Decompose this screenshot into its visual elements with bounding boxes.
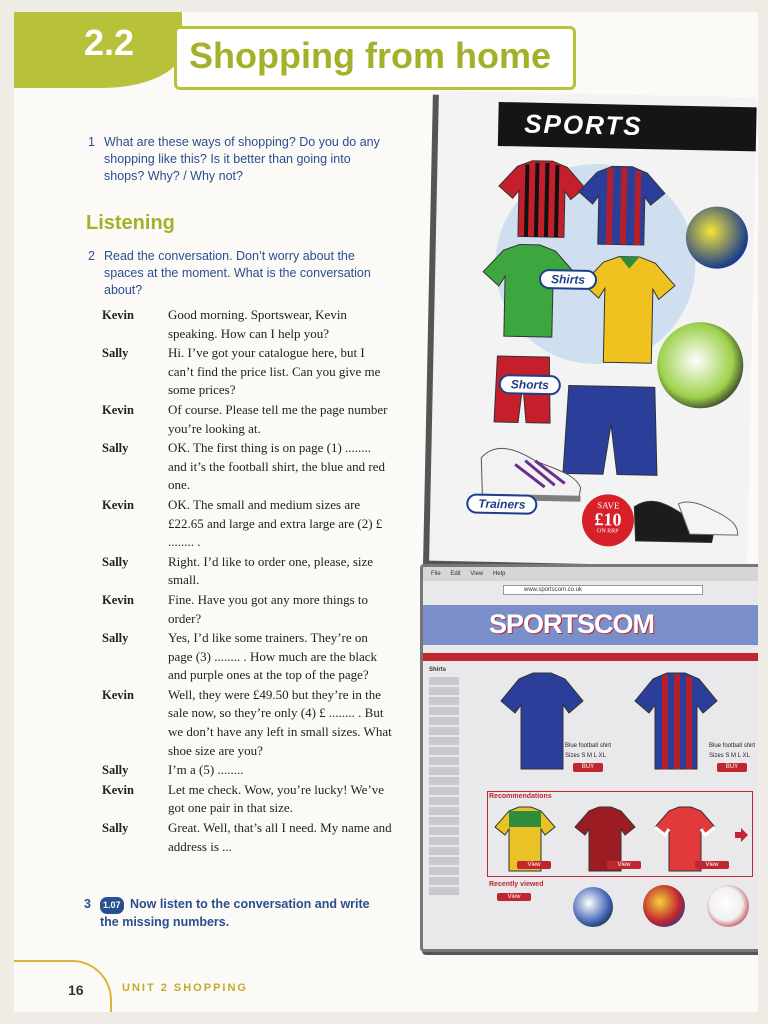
arrow-right-icon[interactable] bbox=[733, 827, 749, 843]
footer-unit-label: UNIT 2 SHOPPING bbox=[122, 982, 248, 994]
speaker: Kevin bbox=[102, 497, 134, 512]
sidebar-item[interactable] bbox=[429, 847, 479, 855]
trainers-label: Trainers bbox=[466, 493, 538, 514]
speaker: Sally bbox=[102, 441, 129, 456]
sidebar-item[interactable] bbox=[429, 697, 479, 705]
sidebar-item[interactable] bbox=[429, 887, 479, 895]
speaker: Sally bbox=[102, 346, 129, 361]
exercise-1 bbox=[88, 134, 384, 185]
product-name: Blue football shirt bbox=[565, 743, 612, 749]
black-trainer-icon bbox=[629, 493, 740, 547]
site-nav[interactable] bbox=[423, 653, 758, 661]
catalogue-header bbox=[498, 102, 757, 151]
dialogue-row bbox=[102, 344, 392, 400]
menu-view[interactable]: View bbox=[470, 571, 484, 577]
buy-button[interactable]: BUY bbox=[717, 763, 747, 772]
speaker: Kevin bbox=[102, 402, 134, 417]
dialogue-row bbox=[102, 401, 392, 438]
football-icon bbox=[656, 321, 744, 409]
dialogue-row bbox=[102, 496, 392, 552]
save-rrp: ON RRP bbox=[596, 528, 619, 535]
url-bar[interactable]: www.sportscom.co.uk bbox=[503, 585, 703, 595]
dialogue-row bbox=[102, 781, 392, 818]
sidebar-item[interactable] bbox=[429, 857, 479, 865]
speaker: Sally bbox=[102, 631, 129, 646]
recently-viewed-label: Recently viewed bbox=[489, 881, 544, 888]
line: Good morning. Sportswear, Kevin speaking. How can I help you? bbox=[168, 307, 347, 341]
shorts-label: Shorts bbox=[499, 374, 561, 395]
listening-heading: Listening bbox=[86, 212, 175, 234]
dialogue-row bbox=[102, 591, 392, 628]
line: Great. Well, that’s all I need. My name and address is ... bbox=[168, 820, 392, 854]
view-button[interactable]: View bbox=[497, 893, 531, 901]
product-name: Blue football shirt bbox=[709, 743, 756, 749]
line: Right. I’d like to order one, please, size small. bbox=[168, 553, 374, 588]
line: OK. The first thing is on page (1) ........ and it’s the football shirt, the blue and red one. bbox=[168, 440, 385, 493]
catalogue-image bbox=[429, 91, 757, 568]
speaker: Sally bbox=[102, 554, 129, 569]
line: Yes, I’d like some trainers. They’re on page (3) ........ . How much are the black and purple ones at the top of the page? bbox=[168, 630, 378, 683]
category-sidebar bbox=[429, 667, 479, 943]
buy-button[interactable]: BUY bbox=[573, 763, 603, 772]
dialogue-row bbox=[102, 819, 392, 856]
footer-curve bbox=[14, 960, 112, 1012]
dialogue bbox=[102, 306, 392, 857]
line: Well, they were £49.50 but they’re in the sale now, so they’re only (4) £ ........ . But we don’t have any left in small sizes. What shoe size are you? bbox=[168, 686, 392, 758]
football-icon[interactable] bbox=[643, 885, 685, 927]
sidebar-item[interactable] bbox=[429, 877, 479, 885]
sidebar-item[interactable] bbox=[429, 787, 479, 795]
site-brand: SPORTSCOM bbox=[489, 609, 655, 639]
page-number: 16 bbox=[68, 982, 84, 998]
sidebar-heading: Shirts bbox=[429, 667, 447, 673]
recommendations-label: Recommendations bbox=[489, 793, 552, 800]
exercise-1-text: What are these ways of shopping? Do you do any shopping like this? Is it better than going into shops? Why? / Why not? bbox=[104, 135, 380, 183]
speaker: Kevin bbox=[102, 308, 134, 322]
sidebar-item[interactable] bbox=[429, 817, 479, 825]
menu-edit[interactable]: Edit bbox=[450, 571, 461, 577]
line: Of course. Please tell me the page number you’re looking at. bbox=[168, 401, 388, 436]
shirts-label: Shirts bbox=[539, 269, 597, 290]
view-button[interactable]: View bbox=[695, 861, 729, 869]
sidebar-item[interactable] bbox=[429, 867, 479, 875]
catalogue-header-text: SPORTS bbox=[523, 108, 644, 141]
view-button[interactable]: View bbox=[607, 861, 641, 869]
sidebar-item[interactable] bbox=[429, 777, 479, 785]
page-title: Shopping from home bbox=[189, 35, 551, 76]
sidebar-item[interactable] bbox=[429, 717, 479, 725]
football-icon[interactable] bbox=[707, 885, 749, 927]
exercise-1-number: 1 bbox=[88, 135, 95, 149]
sidebar-item[interactable] bbox=[429, 767, 479, 775]
line: OK. The small and medium sizes are £22.65 and large and extra large are (2) £ ........ . bbox=[168, 496, 383, 550]
sidebar-item[interactable] bbox=[429, 807, 479, 815]
dialogue-row bbox=[102, 686, 392, 760]
speaker: Sally bbox=[102, 763, 129, 778]
sidebar-item[interactable] bbox=[429, 747, 479, 755]
exercise-2-number: 2 bbox=[88, 249, 95, 263]
view-button[interactable]: View bbox=[517, 861, 551, 869]
red-black-shirt-icon bbox=[496, 158, 588, 240]
exercise-3-number: 3 bbox=[84, 897, 91, 911]
dialogue-row bbox=[102, 306, 392, 343]
green-shirt-icon bbox=[480, 242, 578, 340]
audio-track-icon[interactable]: 1.07 bbox=[100, 897, 124, 914]
dialogue-row bbox=[102, 629, 392, 685]
exercise-3 bbox=[84, 896, 390, 931]
save-line: SAVE bbox=[597, 500, 620, 511]
speaker: Kevin bbox=[102, 782, 134, 797]
unit-number-tab bbox=[14, 12, 182, 88]
line: Fine. Have you got any more things to order? bbox=[168, 591, 369, 626]
unit-number: 2.2 bbox=[84, 22, 135, 63]
menu-help[interactable]: Help bbox=[492, 571, 506, 577]
sidebar-item[interactable] bbox=[429, 827, 479, 835]
exercise-2 bbox=[88, 248, 394, 299]
sidebar-item[interactable] bbox=[429, 727, 479, 735]
save-amount: £10 bbox=[594, 509, 622, 530]
sidebar-item[interactable] bbox=[429, 707, 479, 715]
dialogue-row bbox=[102, 553, 392, 590]
sidebar-item[interactable] bbox=[429, 757, 479, 765]
menu-file[interactable]: File bbox=[431, 571, 441, 577]
speaker: Kevin bbox=[102, 592, 134, 607]
browser-menubar bbox=[423, 567, 758, 581]
product-sizes: Sizes S M L XL bbox=[709, 753, 750, 759]
save-badge bbox=[581, 494, 634, 547]
dialogue-row bbox=[102, 439, 392, 495]
speaker: Sally bbox=[102, 821, 129, 836]
line: Hi. I’ve got your catalogue here, but I can’t find the price list. Can you give me some prices? bbox=[168, 345, 381, 398]
sidebar-item[interactable] bbox=[429, 687, 479, 695]
dialogue-row bbox=[102, 761, 392, 780]
blue-red-shirt-icon bbox=[576, 164, 668, 248]
product-sizes: Sizes S M L XL bbox=[565, 753, 606, 759]
website-screenshot bbox=[420, 564, 758, 952]
textbook-page bbox=[14, 12, 758, 1012]
sidebar-item[interactable] bbox=[429, 797, 479, 805]
exercise-3-text: Now listen to the conversation and write the missing numbers. bbox=[100, 897, 370, 929]
line: Let me check. Wow, you’re lucky! We’ve got one pair in that size. bbox=[168, 781, 385, 816]
line: I’m a (5) ........ bbox=[168, 762, 244, 778]
football-icon bbox=[685, 206, 748, 269]
football-icon[interactable] bbox=[573, 887, 613, 927]
speaker: Kevin bbox=[102, 687, 134, 702]
blue-red-shirt-product-icon[interactable] bbox=[633, 671, 719, 771]
title-box bbox=[174, 26, 576, 90]
site-banner bbox=[423, 605, 758, 645]
sidebar-item[interactable] bbox=[429, 737, 479, 745]
sidebar-item[interactable] bbox=[429, 677, 479, 685]
sidebar-item[interactable] bbox=[429, 837, 479, 845]
exercise-2-text: Read the conversation. Don’t worry about the spaces at the moment. What is the conversation about? bbox=[104, 249, 371, 297]
